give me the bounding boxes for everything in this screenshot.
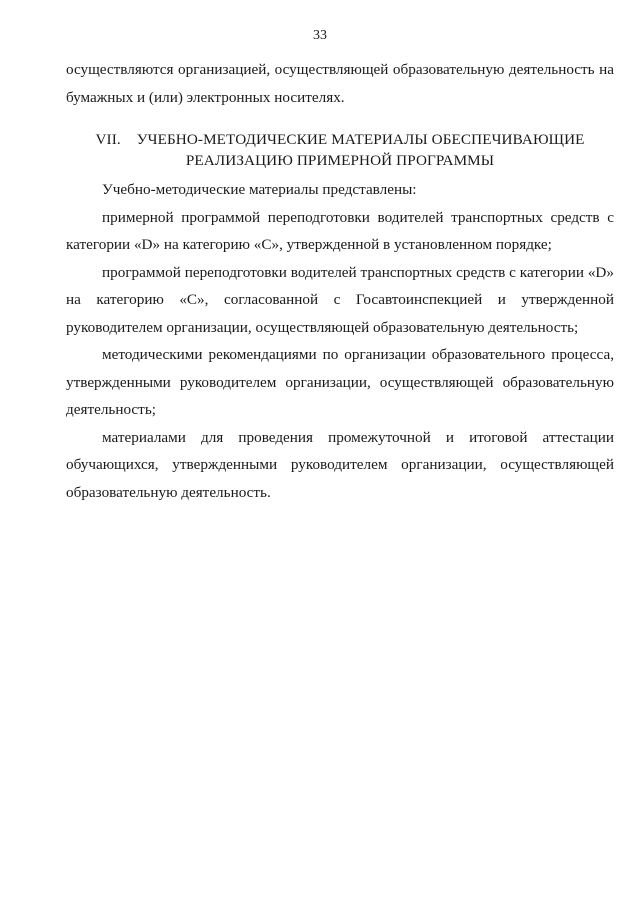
section-number: VII.	[95, 131, 121, 148]
page-number: 33	[313, 28, 327, 43]
section-title-line-1: УЧЕБНО-МЕТОДИЧЕСКИЕ МАТЕРИАЛЫ ОБЕСПЕЧИВАЮЩИЕ	[136, 131, 585, 148]
paragraph-retraining-program: программой переподготовки водителей транспортных средств с категории «D» на категорию «C», согласованной с Госавтоинспекцией и утвержденной руководителем организации, осуществляющей образовательную деятельность;	[66, 263, 614, 336]
section-body	[66, 176, 614, 506]
section-title-line-2: РЕАЛИЗАЦИЮ ПРИМЕРНОЙ ПРОГРАММЫ	[185, 152, 495, 169]
intro-block	[66, 56, 614, 111]
paragraph-attestation-materials: материалами для проведения промежуточной и итоговой аттестации обучающихся, утвержденными руководителем организации, осуществляющей образовательную деятельность.	[66, 428, 614, 501]
paragraph-sample-program: примерной программой переподготовки водителей транспортных средств с категории «D» на категорию «C», утвержденной в установленном порядке;	[66, 208, 614, 253]
intro-paragraph: осуществляются организацией, осуществляющей образовательную деятельность на бумажных и (или) электронных носителях.	[66, 61, 614, 106]
paragraph-materials-intro: Учебно-методические материалы представлены:	[102, 181, 417, 198]
section-heading	[66, 129, 614, 171]
section-heading-line-1	[66, 129, 614, 150]
paragraph-methodical-recommendations: методическими рекомендациями по организации образовательного процесса, утвержденными руководителем организации, осуществляющей образовательную деятельность;	[66, 346, 614, 418]
